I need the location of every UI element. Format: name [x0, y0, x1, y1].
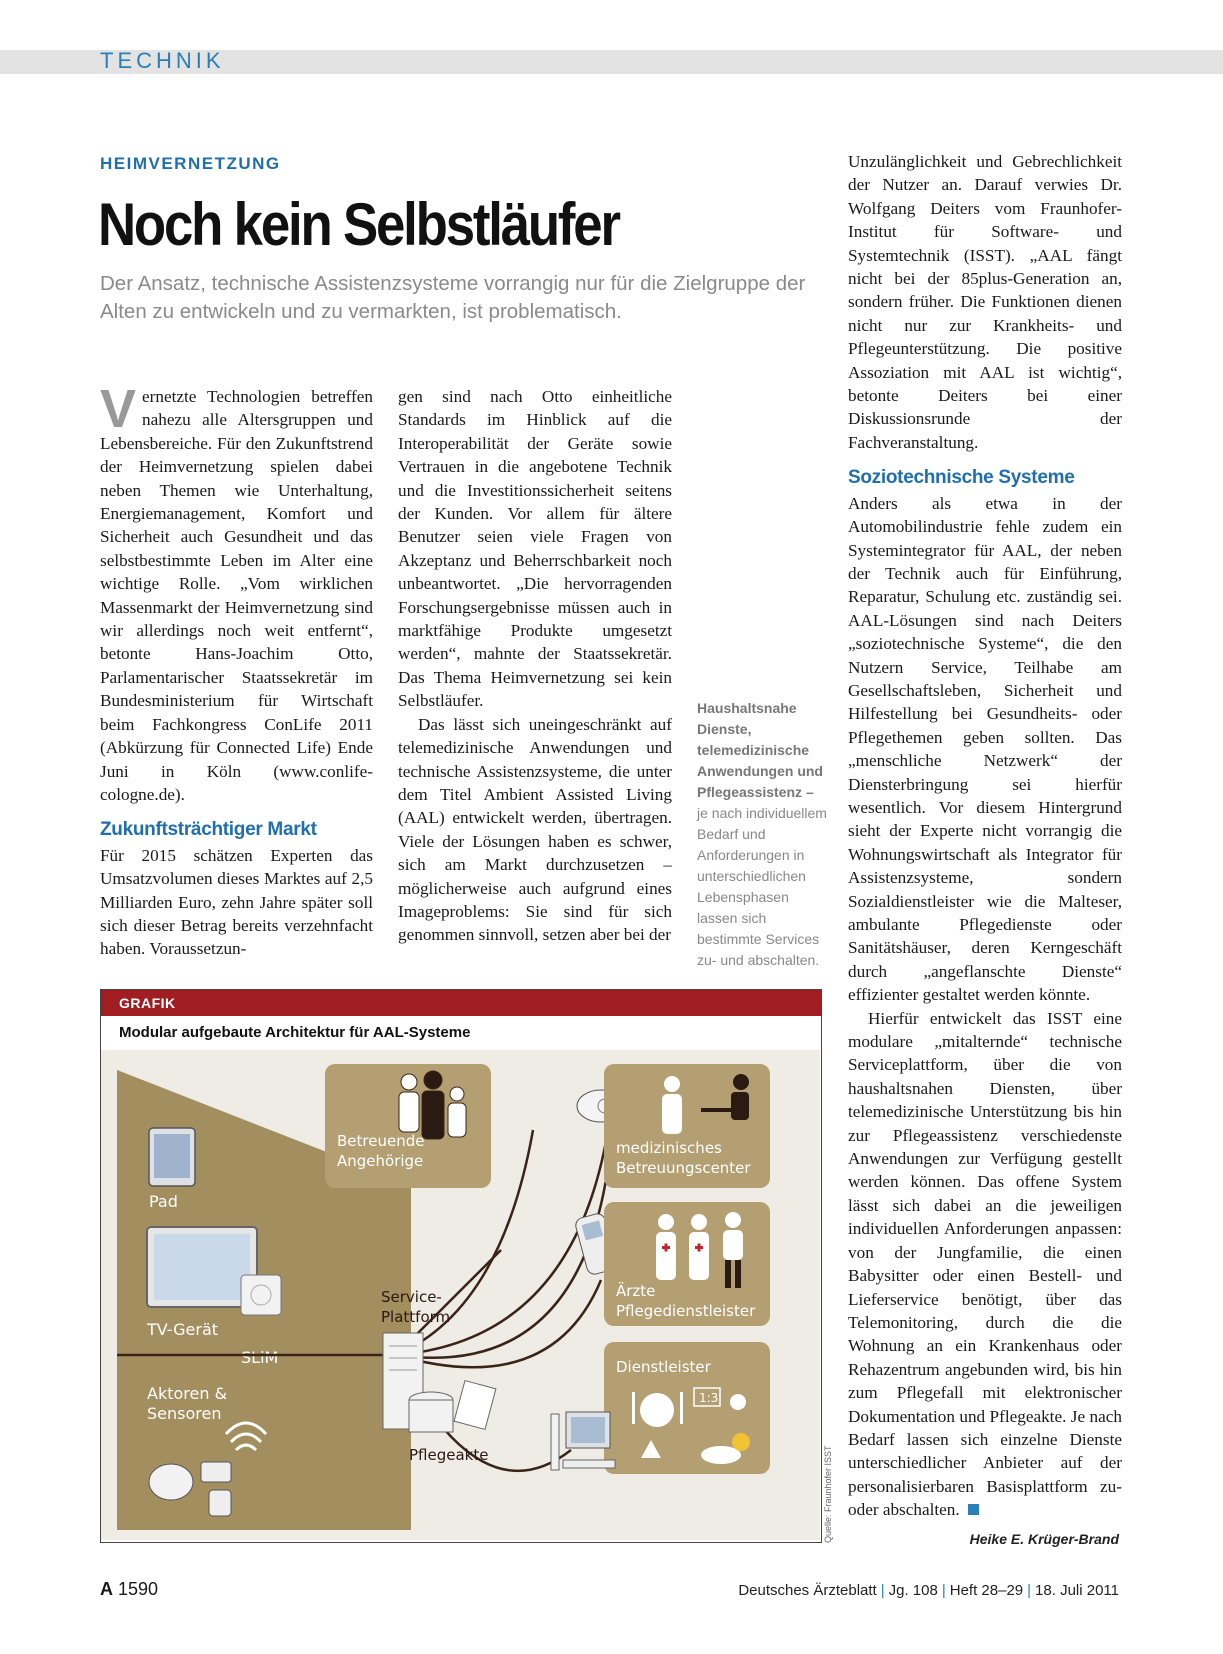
label-pflegedienstleister: Pflegedienstleister: [616, 1302, 756, 1320]
page-value: 1590: [118, 1579, 159, 1599]
label-service: Service-: [381, 1288, 442, 1306]
figure-source: Quelle: Fraunhofer ISST: [823, 1445, 833, 1543]
footer-journal: Deutsches Ärzteblatt | Jg. 108 | Heft 28–29 | 18. Juli 2011: [738, 1582, 1119, 1599]
paragraph: Für 2015 schätzen Experten das Umsatzvolumen dieses Marktes auf 2,5 Milliarden Euro, zehn Jahre später soll sich dieser Betrag bereits verzehnfacht haben. Voraussetzun-: [100, 845, 373, 959]
label-plattform: Plattform: [381, 1308, 451, 1326]
figure-box: [100, 989, 822, 1543]
paragraph: [100, 379, 373, 806]
journal-volume: Jg. 108: [888, 1582, 938, 1599]
figure-title: Modular aufgebaute Architektur für AAL-Systeme: [119, 1024, 471, 1041]
label-betreuende: Betreuende: [337, 1132, 425, 1150]
article-lead: Der Ansatz, technische Assistenzsysteme vorrangig nur für die Zielgruppe der Alten zu entwickeln und zu vermarkten, ist problematisch.: [100, 272, 806, 323]
label-slim: SLiM: [241, 1348, 279, 1367]
author: Heike E. Krüger-Brand: [969, 1531, 1119, 1547]
label-tv: TV-Gerät: [147, 1320, 219, 1339]
paragraph: Anders als etwa in der Automobilindustrie fehle zudem ein Systemintegrator für AAL, der neben der Technik auch für Einführung, Reparatur, Schulung etc. zuständig sei. AAL-Lösungen sind nach Deiters „soziotechnische Systeme“, die den Nutzern Service, Teilhabe am Gesellschaftsleben, Sicherheit und Hilfestellung bei Gesundheits- oder Pflegethemen geben sollten. Das „menschliche Netzwerk“ der Diensterbringung sei hierfür wesentlich. Vor diesem Hintergrund sieht der Experte nicht vorrangig die Wohnungswirtschaft als Integrator für Assistenzsysteme, sondern Sozialdienstleister wie die Malteser, ambulante Pflegedienste oder Sanitätshäuser, deren Kerngeschäft durch „angeflanschte Dienste“ effizienter gestaltet werden könnte.: [848, 493, 1122, 1005]
label-pflegeakte: Pflegeakte: [409, 1446, 489, 1464]
label-pad: Pad: [149, 1192, 178, 1211]
page-number: [100, 1579, 158, 1600]
slim-device-icon: [241, 1275, 281, 1315]
paragraph: [848, 1007, 1122, 1522]
article-kicker: HEIMVERNETZUNG: [100, 154, 281, 173]
section-label: TECHNIK: [100, 48, 225, 73]
doctors-icon: [656, 1212, 743, 1288]
label-dienstleister: Dienstleister: [616, 1358, 711, 1376]
label-ratio: 1:3: [699, 1391, 719, 1405]
drop-cap: V: [100, 379, 137, 439]
figure-label: GRAFIK: [101, 990, 821, 1016]
journal-name: Deutsches Ärzteblatt: [738, 1582, 877, 1599]
label-medizinisches: medizinisches: [616, 1139, 722, 1157]
end-mark-icon: [968, 1504, 979, 1515]
caption-text: je nach individuellem Bedarf und Anforderungen in unterschiedlichen Lebensphasen lassen sich bestimmte Services zu- und abschalten.: [697, 805, 827, 968]
paragraph: Unzulänglichkeit und Gebrechlichkeit der Nutzer an. Darauf verwies Dr. Wolfgang Deiters vom Fraunhofer-Institut für Software- und Systemtechnik (ISST). „AAL fängt nicht bei der 85plus-Generation an, sondern früher. Die Funktionen dienen nicht nur zur Krankheits- und Pflegeunterstützung. Die positive Assoziation mit AAL ist wichtig“, betonte Deiters bei einer Diskussionsrunde der Fachveranstaltung.: [848, 152, 1122, 452]
label-aktoren: Aktoren &: [147, 1384, 228, 1403]
paragraph: Das lässt sich uneingeschränkt auf telemedizinische Anwendungen und technische Assistenzsysteme, die unter dem Titel Ambient Assisted Living (AAL) entwickelt werden, übertragen. Viele der Lösungen haben es schwer, sich am Markt durchzusetzen – möglicherweise auch aufgrund eines Imageproblems: Sie sind für sich genommen sinnvoll, setzen aber bei der: [398, 714, 672, 945]
column-1: [100, 379, 373, 961]
journal-issue: Heft 28–29: [949, 1582, 1024, 1599]
paragraph-text: ernetzte Technologien betreffen nahezu alle Altersgruppen und Lebensbereiche. Für den Zukunftstrend der Heimvernetzung spielen dabei neben Themen wie Unterhaltung, Energiemanagement, Komfort und Sicherheit auch Gesundheit und das selbstbestimmte Leben im Alter eine wichtige Rolle. „Vom wirklichen Massenmarkt der Heimvernetzung sind wir allerdings noch weit entfernt“, betonte Hans-Joachim Otto, Parlamentarischer Staatssekretär im Bundesministerium für Wirtschaft beim Fachkongress ConLife 2011 (Abkürzung für Connected Life) Ende Juni in Köln (www.conlife-cologne.de).: [100, 387, 373, 804]
caption-bold: Haushaltsnahe Dienste, telemedizinische Anwendungen und Pflegeassistenz –: [697, 700, 823, 800]
page-prefix: A: [100, 1579, 113, 1599]
label-aerzte: Ärzte: [616, 1282, 656, 1300]
paragraph: gen sind nach Otto einheitliche Standards im Hinblick auf die Interoperabilität der Geräte sowie Vertrauen in die angebotene Technik und die Investitionssicherheit seitens der Kunden. Vor allem für ältere Benutzer seien viele Fragen von Akzeptanz und Beherrschbarkeit noch unbeantwortet. „Die hervorragenden Forschungsergebnisse müssen auch in marktfähige Produkte umgesetzt werden“, mahnte der Staatssekretär. Das Thema Heimvernetzung sei kein Selbstläufer.: [398, 387, 672, 711]
figure-caption: [697, 698, 827, 971]
label-angehoerige: Angehörige: [337, 1152, 424, 1170]
subheading-markt: Zukunftsträchtiger Markt: [100, 819, 317, 841]
label-betreuungscenter: Betreuungscenter: [616, 1159, 751, 1177]
subheading-systeme: Soziotechnische Systeme: [848, 467, 1075, 489]
tablet-icon: [149, 1128, 195, 1186]
column-2: [398, 385, 672, 947]
paragraph-text: Hierfür entwickelt das ISST eine modulare „mitalternde“ technische Serviceplattform, über die von haushaltsnahen Diensten, über telemedizinische Unterstützung bis hin zur Pflegeassistenz verschiedenste Anwendungen zur Verfügung gestellt werden können. Das offene System lässt sich dabei an die jeweiligen individuellen Anforderungen anpassen: von der Jungfamilie, die einen Babysitter oder einen Bestell- und Lieferservice benötigt, über das Telemonitoring, durch die die Wohnung an ein Krankenhaus oder Rehazentrum angebunden wird, bis hin zum Pflegefall mit elektronischer Dokumentation und Pflegeakte. Je nach Bedarf lassen sich einzelne Dienste unterschiedlicher Anbieter auf der personalisierbaren Basisplattform zu- oder abschalten.: [848, 1008, 1122, 1520]
article-headline: Noch kein Selbstläufer: [98, 191, 619, 258]
architecture-diagram: [101, 1050, 820, 1540]
column-3: [848, 150, 1122, 1522]
journal-date: 18. Juli 2011: [1035, 1582, 1119, 1599]
label-sensoren: Sensoren: [147, 1404, 222, 1423]
